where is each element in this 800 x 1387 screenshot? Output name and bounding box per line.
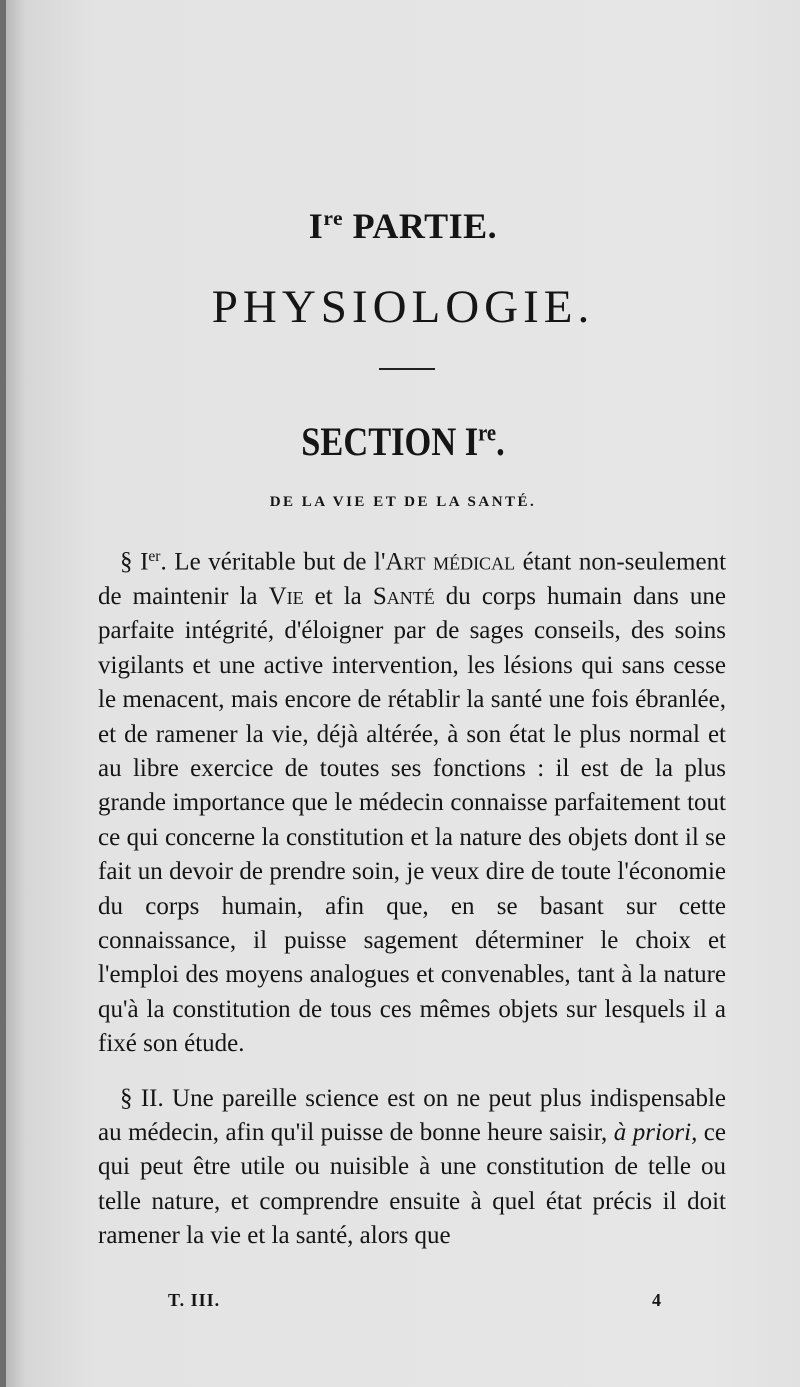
paragraph-text: et la bbox=[303, 582, 373, 610]
body-text bbox=[98, 540, 726, 1254]
main-title: PHYSIOLOGIE. bbox=[211, 281, 595, 333]
small-caps-art-medical: Art médical bbox=[385, 548, 516, 576]
paragraph-text: étant non-seulement de maintenir la bbox=[98, 548, 727, 610]
paragraph-text: ce qui peut être utile ou nuisible à une constitution de telle ou telle nature, et comprendre ensuite à quel état précis il doit ramener la vie et la santé, alors que bbox=[98, 1119, 726, 1250]
signature-mark: T. III. bbox=[168, 1290, 221, 1310]
part-superscript: re bbox=[323, 206, 344, 231]
section-subtitle: DE LA VIE ET DE LA SANTÉ. bbox=[269, 494, 537, 510]
paragraph-text: du corps humain dans une parfaite intégrité, d'éloigner par de sages conseils, des soins vigilants et une active intervention, les lésions qui sans cesse le menacent, mais encore de rétablir la santé une fois ébranlée, et de ramener la vie, déjà altérée, à son état le plus normal et au libre exercice de toutes ses fonctions : il est de la plus grande importance que le médecin connaisse parfaitement tout ce qui concerne la constitution et la nature des objets dont il se fait un devoir de prendre soin, je veux dire de toute l'économie du corps humain, afin que, en se basant sur cette connaissance, il puisse sagement déterminer le choix et l'emploi des moyens analogues et convenables, tant à la nature qu'à la constitution de tous ces mêmes objets sur lesquels il a fixé son étude. bbox=[98, 582, 726, 1058]
section-period: . bbox=[496, 419, 505, 464]
small-caps-vie: Vie bbox=[268, 582, 304, 610]
paragraph-text: § II. Une pareille science est on ne peut plus indispensable au médecin, afin qu'il puisse de bonne heure saisir, bbox=[98, 1084, 726, 1147]
section-word: SECTION I bbox=[301, 419, 479, 464]
paragraph-mark: § I bbox=[120, 548, 149, 576]
section-heading bbox=[62, 418, 745, 465]
small-caps-sante: Santé bbox=[372, 582, 435, 610]
section-superscript: re bbox=[478, 420, 497, 447]
italic-a-priori: à priori, bbox=[613, 1119, 698, 1147]
part-word: PARTIE. bbox=[343, 206, 498, 246]
sheet-number: 4 bbox=[652, 1290, 661, 1310]
paragraph-text: . Le véritable but de l' bbox=[160, 548, 386, 576]
divider-rule bbox=[379, 368, 435, 370]
paragraph-2 bbox=[98, 1082, 726, 1254]
paragraph-1 bbox=[98, 540, 726, 1062]
paragraph-mark-sup: er bbox=[148, 548, 161, 565]
book-page bbox=[6, 0, 800, 1387]
part-roman: I bbox=[308, 206, 324, 246]
part-heading bbox=[6, 205, 800, 247]
